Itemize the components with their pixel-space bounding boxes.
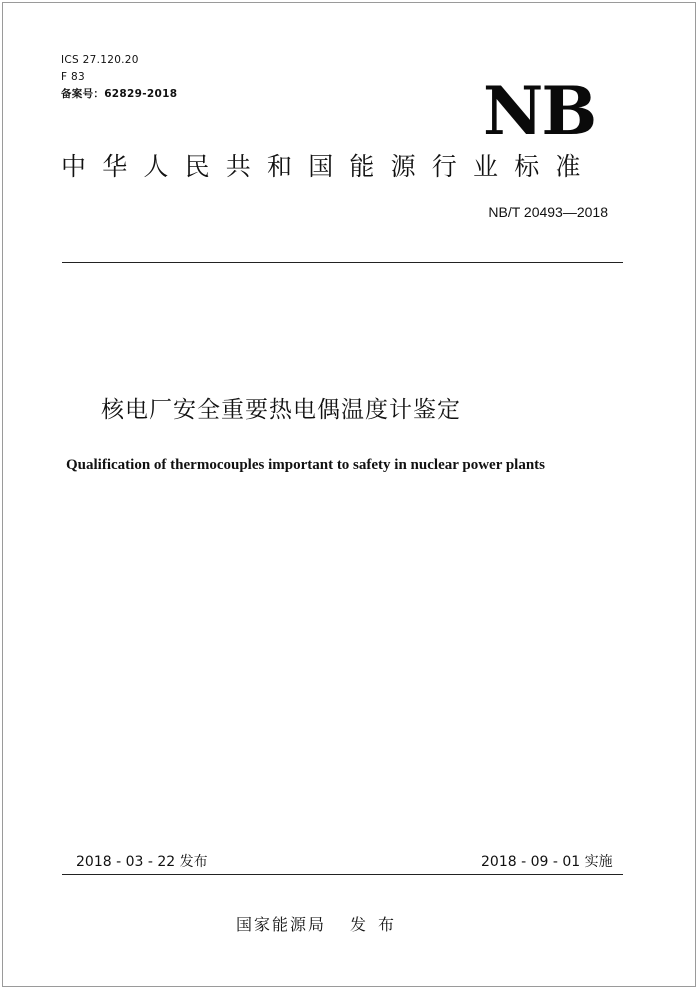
organization-title: 中华人民共和国能源行业标准	[61, 152, 597, 181]
nb-logo: NB	[483, 72, 596, 150]
standard-number: NB/T 20493—2018	[488, 204, 608, 220]
issuer-action: 发布	[350, 915, 407, 934]
issue-date: 2018 - 03 - 22 发布	[76, 854, 208, 870]
ccs-code: F 83	[61, 71, 85, 83]
header-divider	[62, 262, 623, 263]
document-title-chinese: 核电厂安全重要热电偶温度计鉴定	[101, 397, 461, 423]
issuer-name: 国家能源局	[236, 915, 327, 934]
document-title-english: Qualification of thermocouples important to safety in nuclear power plants	[66, 457, 546, 473]
footer-divider	[62, 874, 623, 875]
issuer-line	[236, 913, 406, 937]
ics-code: ICS 27.120.20	[61, 54, 139, 66]
implementation-date: 2018 - 09 - 01 实施	[481, 854, 613, 870]
filing-number: 备案号：62829-2018	[61, 88, 178, 100]
